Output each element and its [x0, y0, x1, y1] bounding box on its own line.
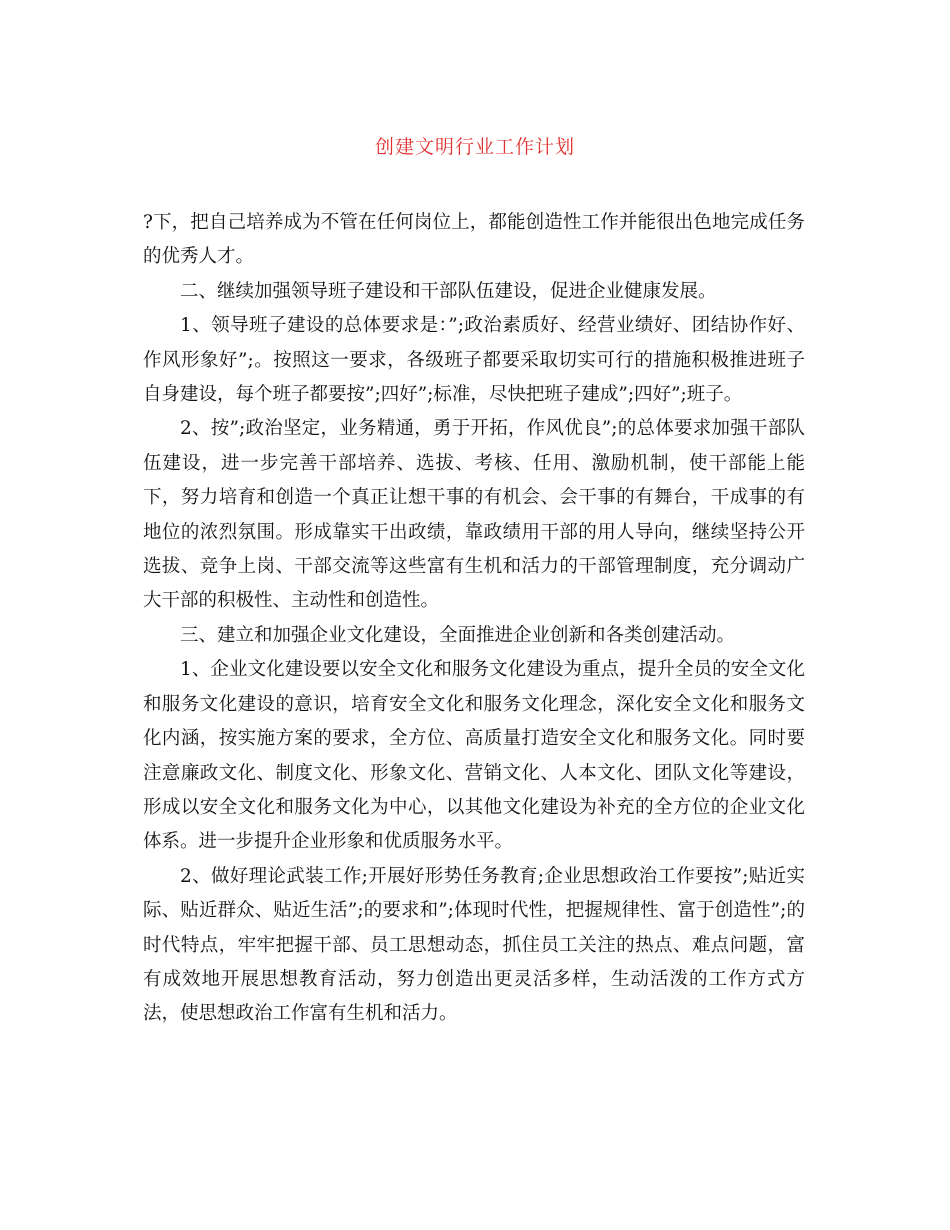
paragraph-continuation: ?下，把自己培养成为不管在任何岗位上，都能创造性工作并能很出色地完成任务的优秀人才。	[143, 212, 805, 268]
document-title: 创建文明行业工作计划	[374, 136, 575, 158]
paragraph-3-1: 1、企业文化建设要以安全文化和服务文化建设为重点，提升全员的安全文化和服务文化建设的意识，培育安全文化和服务文化理念，深化安全文化和服务文化内涵，按实施方案的要求，全方位、高质量打造安全文化和服务文化。同时要注意廉政文化、制度文化、形象文化、营销文化、人本文化、团队文化等建设，形成以安全文化和服务文化为中心，以其他文化建设为补充的全方位的企业文化体系。进一步提升企业形象和优质服务水平。	[143, 659, 805, 853]
paragraph-2-1: 1、领导班子建设的总体要求是：”;政治素质好、经营业绩好、团结协作好、作风形象好”;。按照这一要求，各级班子都要采取切实可行的措施积极推进班子自身建设，每个班子都要按”;四好”;标准，尽快把班子建成”;四好”;班子。	[143, 315, 805, 406]
section-heading-2: 二、继续加强领导班子建设和干部队伍建设，促进企业健康发展。	[180, 280, 717, 302]
document-body	[143, 206, 805, 1032]
paragraph-2-2: 2、按”;政治坚定，业务精通，勇于开拓，作风优良”;的总体要求加强干部队伍建设，进一步完善干部培养、选拔、考核、任用、激励机制，使干部能上能下，努力培育和创造一个真正让想干事的有机会、会干事的有舞台，干成事的有地位的浓烈氛围。形成靠实干出政绩，靠政绩用干部的用人导向，继续坚持公开选拔、竞争上岗、干部交流等这些富有生机和活力的干部管理制度，充分调动广大干部的积极性、主动性和创造性。	[143, 418, 805, 612]
section-heading-3: 三、建立和加强企业文化建设，全面推进企业创新和各类创建活动。	[180, 624, 736, 646]
paragraph-3-2: 2、做好理论武装工作;开展好形势任务教育;企业思想政治工作要按”;贴近实际、贴近群众、贴近生活”;的要求和”;体现时代性，把握规律性、富于创造性”;的时代特点，牢牢把握干部、员工思想动态，抓住员工关注的热点、难点问题，富有成效地开展思想教育活动，努力创造出更灵活多样，生动活泼的工作方式方法，使思想政治工作富有生机和活力。	[143, 865, 805, 1025]
